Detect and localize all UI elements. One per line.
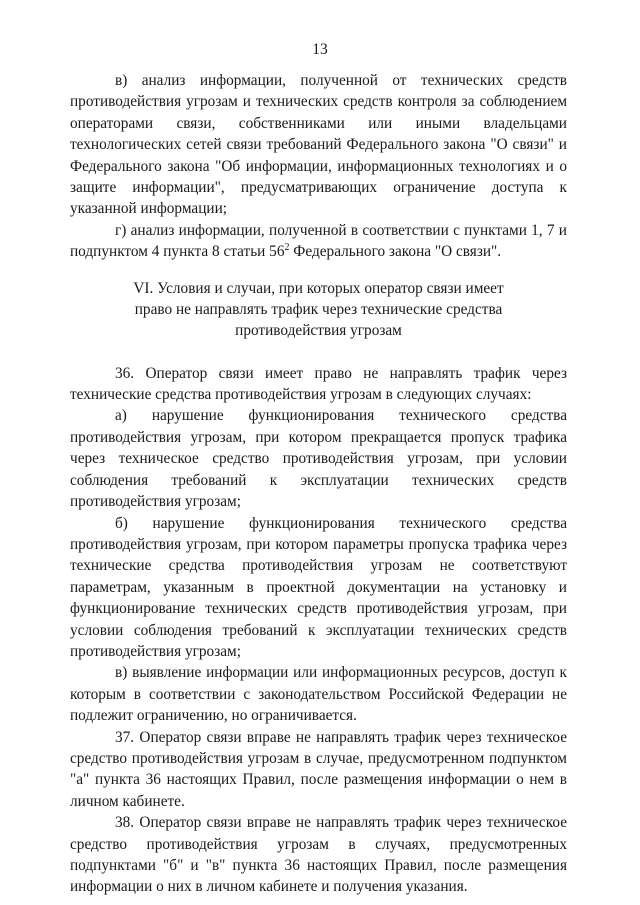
paragraph-37: 37. Оператор связи вправе не направлять трафик через техническое средство противодействия угрозам в случае, предусмотренном подпунктом "а" пункта 36 настоящих Правил, после размещения информации о нем в личном кабинете. [70, 728, 567, 810]
paragraph-g-tail: Федерального закона "О связи". [289, 243, 502, 261]
section-heading-line-2: право не направлять трафик через технические средства [134, 300, 503, 318]
article-superscript: 2 [284, 242, 290, 254]
paragraph-g-text: г) анализ информации, полученной в соответствии с пунктами 1, 7 и подпунктом 4 пункта 8 статьи 56 [70, 221, 567, 261]
section-heading-line-3: противодействия угрозам [235, 321, 402, 339]
paragraph-g-analysis [70, 220, 567, 263]
paragraph-36-a: а) нарушение функционирования технического средства противодействия угрозам, при котором прекращается пропуск трафика через техническое средство противодействия угрозам, при условии соблюдения требований к эксплуатации технических средств противодействия угрозам; [70, 407, 567, 511]
paragraph-38: 38. Оператор связи вправе не направлять трафик через техническое средство противодействия угрозам в случаях, предусмотренных подпунктами "б" и "в" пункта 36 настоящих Правил, после размещения информации о них в личном кабинете и получения указания. [70, 814, 567, 896]
paragraph-36: 36. Оператор связи имеет право не направлять трафик через технические средства противодействия угрозам в следующих случаях: [70, 364, 567, 404]
document-body [70, 70, 567, 898]
page-number: 13 [312, 41, 328, 58]
paragraph-v-analysis: в) анализ информации, полученной от технических средств противодействия угрозам и технических средств контроля за соблюдением операторами связи, собственниками или иными владельцами технологических сетей связи требований Федерального закона "О связи" и Федерального закона "Об информации, информационных технологиях и о защите информации", предусматривающих ограничение доступа к указанной информации; [70, 72, 567, 218]
paragraph-36-b: б) нарушение функционирования технического средства противодействия угрозам, при котором параметры пропуска трафика через технические средства противодействия угрозам не соответствуют параметрам, указанным в проектной документации на установку и функционирование технических средств противодействия угрозам, при условии соблюдения требований к эксплуатации технических средств противодействия угрозам; [70, 514, 567, 660]
paragraph-36-v: в) выявление информации или информационных ресурсов, доступ к которым в соответствии с законодательством Российской Федерации не подлежит ограничению, но ограничивается. [70, 664, 567, 725]
section-heading [70, 278, 567, 341]
section-heading-line-1: VI. Условия и случаи, при которых оператор связи имеет [133, 279, 504, 297]
